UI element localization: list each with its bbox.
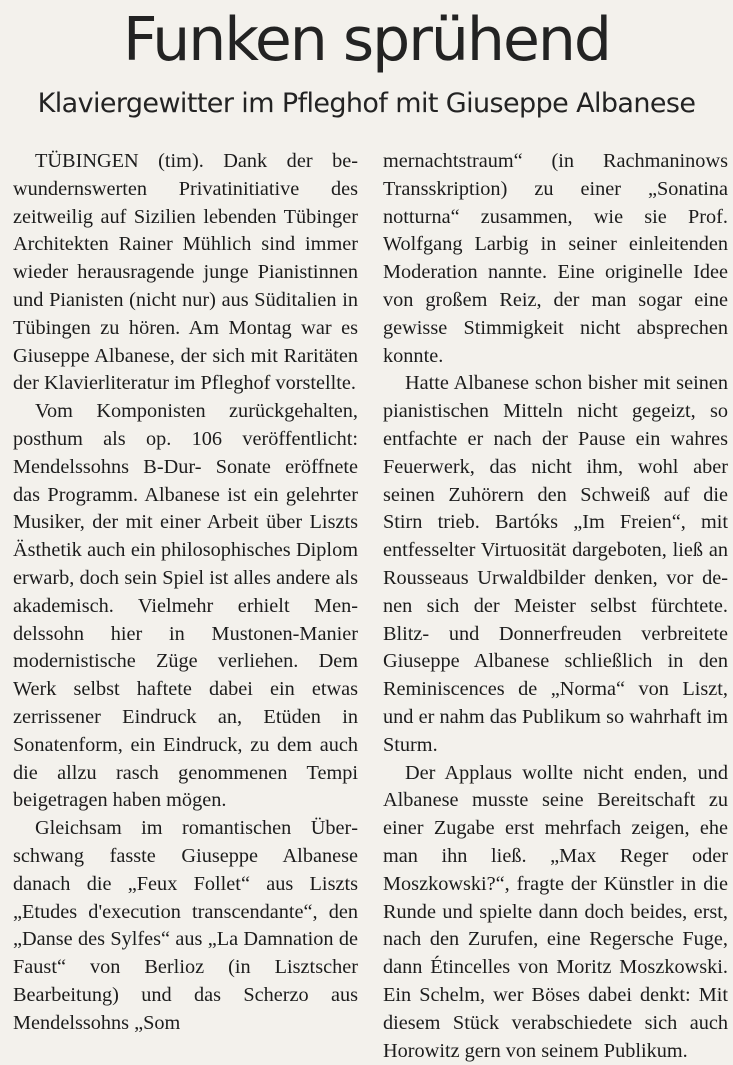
paragraph-intro: TÜBINGEN (tim). Dank der bewundernswerten Privatinitiative des zeitweilig auf Sizilien lebenden Tübinger Architekten Rainer Mühlich sind immer wieder herausragende junge Pianistinnen und Pianisten (nicht nur) aus Süditalien in Tübingen zu hören. Am Montag war es Giuseppe Albanese, der sich mit Raritäten der Klavierliteratur im Pfleghof vorstellte.: [13, 150, 358, 395]
paragraph-encore: Der Applaus wollte nicht enden, und Albanese musste seine Bereitschaft zu einer Zugabe erst mehrfach zeigen, ehe man ihn ließ. „Max Reger oder Moszkowski?“, fragte der Künstler in die Runde und spielte dann doch beides, erst, nach den Zurufen, eine Regersche Fuge, dann Étincelles von Moritz Moszkowski. Ein Schelm, wer Böses dabei denkt: Mit diesem Stück verabschiedete sich auch Horowitz gern von seinem Publikum.: [383, 761, 728, 1062]
article-column-right: [383, 148, 728, 1065]
paragraph-sonatina-notturna: mernachtstraum“ (in Rachmaninows Transskription) zu einer „Sonatina notturna“ zusammen, wie sie Prof. Wolfgang Larbig in seiner einleitenden Moderation nannte. Eine originelle Idee von großem Reiz, der man sogar eine gewisse Stimmigkeit nicht absprechen konnte.: [383, 150, 728, 367]
paragraph-mendelssohn-sonata: Vom Komponisten zurückgehalten, posthum als op. 106 veröffentlicht: Mendelssohns B-Dur- Sonate eröffnete das Programm. Albanese ist ein gelehrter Musiker, der mit einer Arbeit über Liszts Ästhetik auch ein philosophisches Diplom erwarb, doch sein Spiel ist alles andere als akademisch. Vielmehr erhielt Mendelssohn hier in Mustonen-Manier modernistische Züge verliehen. Dem Werk selbst haftete dabei ein etwas zerrissener Eindruck an, Etüden in Sonatenform, ein Eindruck, zu dem auch die allzu rasch genommenen Tempi beigetragen haben mögen.: [13, 400, 358, 812]
paragraph-fireworks: Hatte Albanese schon bisher mit seinen pianistischen Mitteln nicht gegeizt, so entfachte er nach der Pause ein wahres Feuerwerk, das nicht ihm, wohl aber seinen Zuhörern den Schweiß auf die Stirn trieb. Bartóks „Im Freien“, mit entfesselter Virtuosität dargeboten, ließ an Rousseaus Urwaldbilder denken, vor denen sich der Meister selbst fürchtete. Blitz- und Donnerfreuden verbreitete Giuseppe Albanese schließlich in den Reminiscences de „Norma“ von Liszt, und er nahm das Publikum so wahrhaft im Sturm.: [383, 372, 728, 756]
article-column-left: [13, 148, 358, 1038]
paragraph-romantic-program: Gleichsam im romantischen Überschwang fasste Giuseppe Albanese danach die „Feux Follet“ aus Liszts „Etudes d'execution transcendante“, den „Danse des Sylfes“ aus „La Damnation de Faust“ von Berlioz (in Lisztscher Bearbeitung) und das Scherzo aus Mendelssohns „Som: [13, 817, 358, 1034]
article-headline: Funken sprühend: [122, 5, 610, 75]
article-subheadline: Klaviergewitter im Pfleghof mit Giuseppe Albanese: [37, 88, 696, 119]
